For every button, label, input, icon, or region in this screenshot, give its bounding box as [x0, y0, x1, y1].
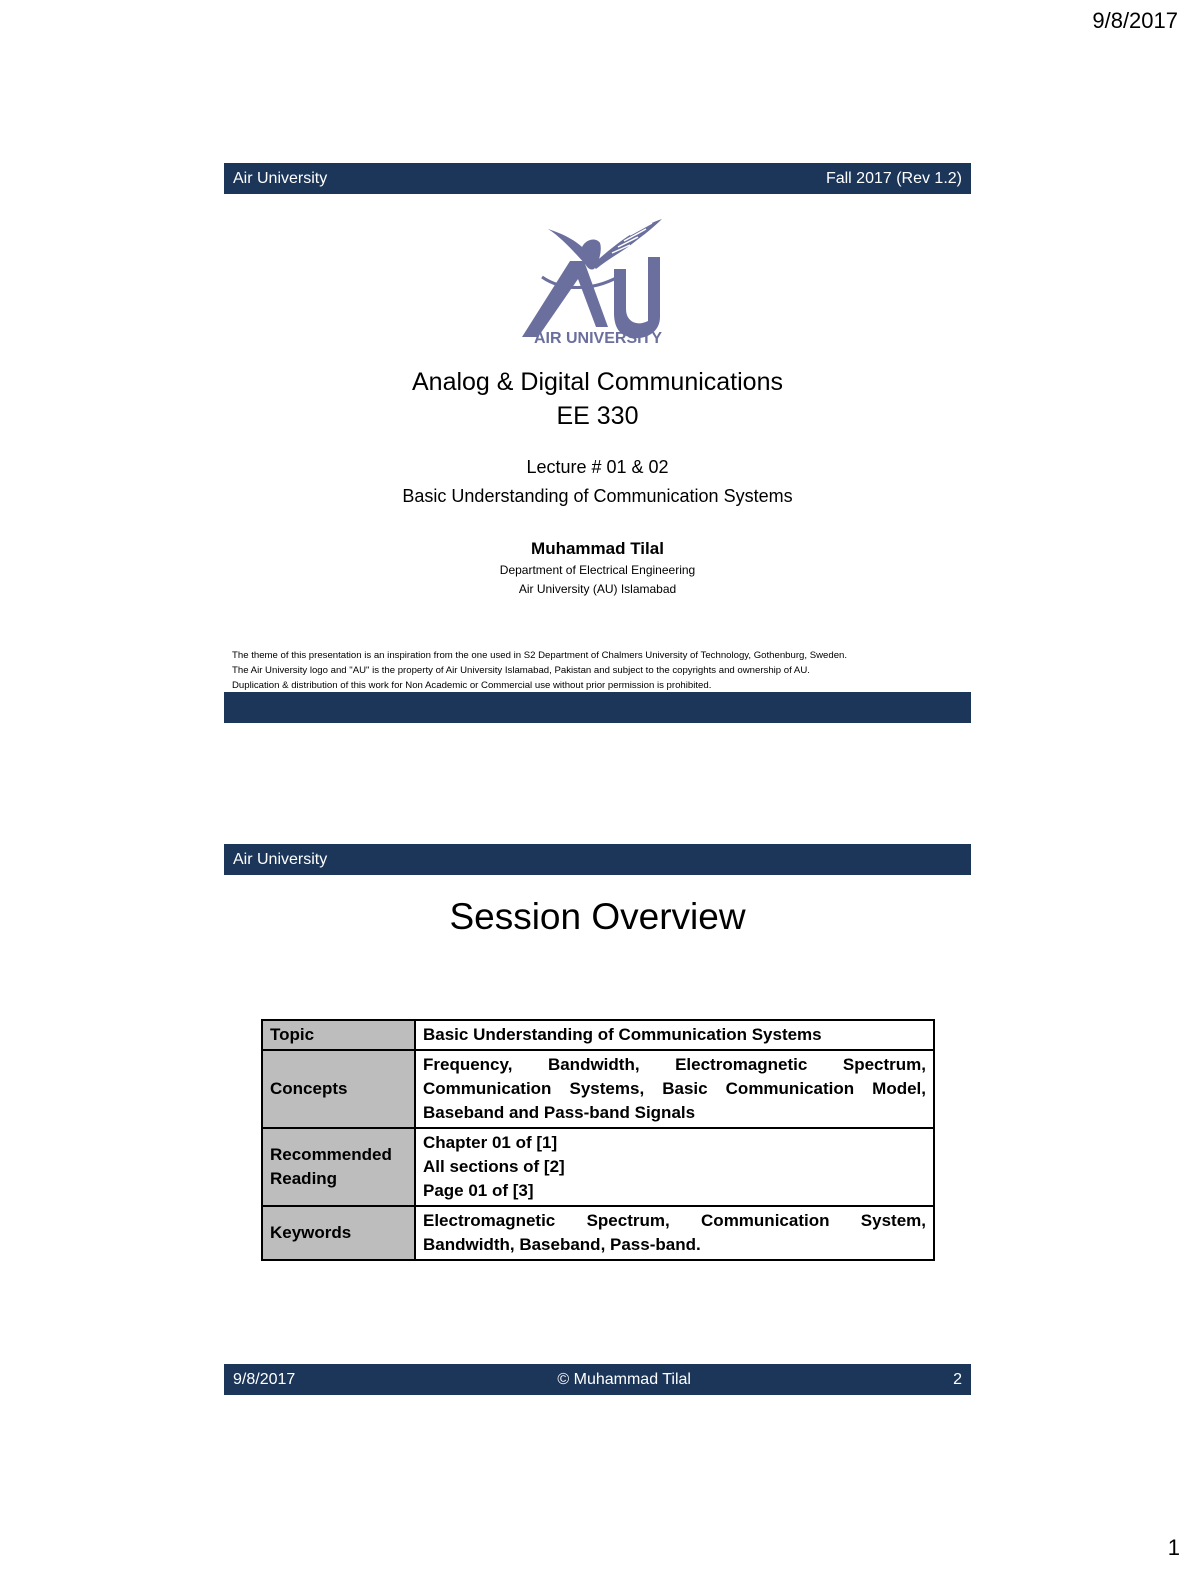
topic-label: Topic — [262, 1020, 415, 1050]
reading-item: Chapter 01 of [1] — [423, 1133, 558, 1152]
header-institution: Air University — [233, 850, 328, 868]
note-line: The theme of this presentation is an inspiration from the one used in S2 Department of Chalmers University of Technology, Gothenburg, Sweden. — [232, 650, 848, 661]
overview-table — [261, 1019, 935, 1261]
slide-footer-bar — [224, 692, 971, 723]
table-row — [262, 1020, 934, 1050]
footer-page-number: 2 — [953, 1370, 962, 1388]
table-row — [262, 1050, 934, 1128]
table-row — [262, 1128, 934, 1206]
header-semester: Fall 2017 (Rev 1.2) — [825, 169, 962, 187]
author-name: Muhammad Tilal — [531, 539, 664, 558]
reading-item: All sections of [2] — [423, 1157, 565, 1176]
logo-text: AIR UNIVERSITY — [533, 330, 663, 347]
concepts-label: Concepts — [262, 1050, 415, 1128]
keywords-value: Electromagnetic Spectrum, Communication System, Bandwidth, Baseband, Pass-band. — [415, 1206, 934, 1260]
course-heading — [224, 365, 971, 433]
page-date: 9/8/2017 — [1092, 8, 1178, 33]
reading-label: Recommended Reading — [262, 1128, 415, 1206]
copyright-notes — [232, 648, 972, 693]
keywords-label: Keywords — [262, 1206, 415, 1260]
lecture-heading — [224, 453, 971, 511]
lecture-topic: Basic Understanding of Communication Systems — [402, 486, 793, 506]
concepts-value: Frequency, Bandwidth, Electromagnetic Spectrum, Communication Systems, Basic Communication Model, Baseband and Pass-band Signals — [415, 1050, 934, 1128]
slide-footer-bar — [224, 1364, 971, 1395]
page-number: 1 — [1167, 1535, 1180, 1560]
author-block — [224, 537, 971, 599]
note-line: The Air University logo and "AU" is the property of Air University Islamabad, Pakistan and subject to the copyrights and ownership of AU. — [232, 665, 810, 676]
reading-value — [415, 1128, 934, 1206]
course-code: EE 330 — [556, 402, 639, 430]
slide-header-bar — [224, 844, 971, 875]
footer-date: 9/8/2017 — [233, 1370, 296, 1388]
slide-title: Session Overview — [449, 896, 746, 937]
air-university-logo — [512, 217, 672, 349]
topic-value: Basic Understanding of Communication Systems — [415, 1020, 934, 1050]
logo-letter-u — [614, 257, 660, 338]
author-department: Department of Electrical Engineering — [499, 563, 696, 577]
reading-item: Page 01 of [3] — [423, 1181, 534, 1200]
lecture-number: Lecture # 01 & 02 — [526, 457, 669, 477]
author-institution: Air University (AU) Islamabad — [518, 582, 677, 596]
title-slide — [224, 163, 971, 723]
slide-header-bar — [224, 163, 971, 194]
footer-author: © Muhammad Tilal — [557, 1370, 691, 1388]
logo-letter-a — [522, 261, 608, 337]
session-overview-slide — [224, 844, 971, 1395]
note-line: Duplication & distribution of this work for Non Academic or Commercial use without prior permission is prohibited. — [232, 680, 712, 691]
header-institution: Air University — [233, 169, 328, 187]
table-row — [262, 1206, 934, 1260]
course-title: Analog & Digital Communications — [411, 368, 783, 396]
